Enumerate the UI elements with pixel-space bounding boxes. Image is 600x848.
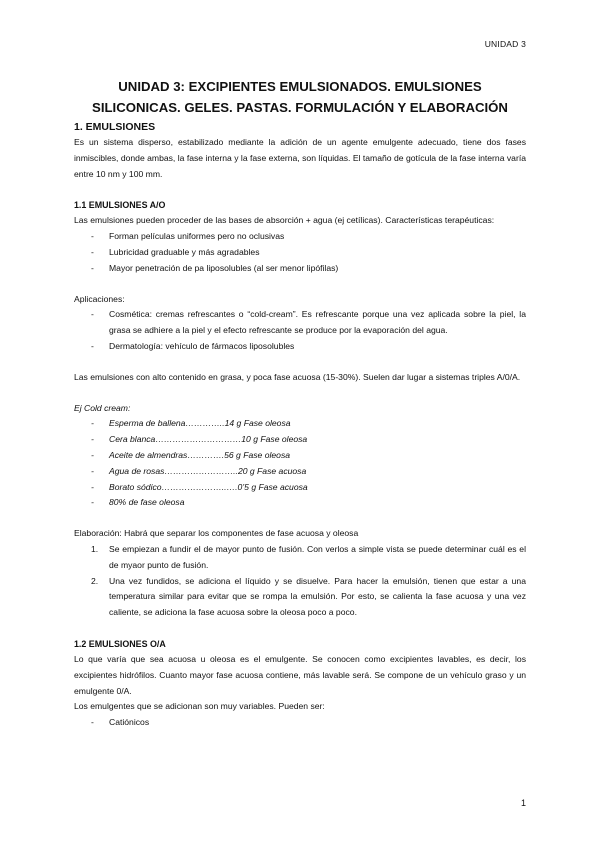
step-number: 1.: [91, 543, 99, 554]
elaboration-steps: [74, 542, 526, 621]
formula-item: - Esperma de ballena…………..14 g Fase oleosa: [74, 416, 526, 432]
section-1-1-intro: Las emulsiones pueden proceder de las bases de absorción + agua (ej cetílicas). Características terapéuticas:: [74, 215, 495, 226]
list-item: - Forman películas uniformes pero no oclusivas: [74, 229, 526, 245]
title-line-2: SILICONICAS. GELES. PASTAS. FORMULACIÓN Y ELABORACIÓN: [92, 100, 508, 115]
emulgent-types-list: [74, 715, 526, 731]
step-item: [74, 542, 526, 574]
page-number: 1: [520, 798, 526, 808]
title-line-1: UNIDAD 3: EXCIPIENTES EMULSIONADOS. EMULSIONES: [118, 79, 482, 94]
step-text: Se empiezan a fundir el de mayor punto de fusión. Con verlos a simple vista se puede determinar cuál es el de myaor punto de fusión.: [109, 543, 526, 570]
step-text: Una vez fundidos, se adiciona el líquido y se disuelve. Para hacer la emulsión, tienen que estar a una temperatura similar para evitar que se rompa la emulsión. Por esto, se calienta la fase acuosa y una vez caliente, se adiciona la fase acuosa sobre la oleosa poco a poco.: [109, 575, 526, 618]
list-item: - Dermatología: vehículo de fármacos liposolubles: [74, 339, 526, 355]
example-label: Ej Cold cream:: [74, 402, 131, 413]
running-header: UNIDAD 3: [484, 39, 526, 49]
formula-item: - Agua de rosas……………………..20 g Fase acuosa: [74, 464, 526, 480]
section-1-2-paragraph: Lo que varía que sea acuosa u oleosa es el emulgente. Se conocen como excipientes lavables, es decir, los excipientes hidrófilos. Cuanto mayor fase acuosa contiene, más lavable será. Se compone de un vehículo graso y un emulgente 0/A.: [74, 653, 526, 696]
formula-item: - Borato sódico…………………..….0’5 g Fase acuosa: [74, 480, 526, 496]
cold-cream-formula-list: [74, 416, 526, 511]
section-1-2-heading: 1.2 EMULSIONES O/A: [74, 638, 166, 649]
step-number: 2.: [91, 575, 99, 586]
step-item: [74, 574, 526, 621]
formula-item: - 80% de fase oleosa: [74, 495, 526, 511]
list-item: - Catiónicos: [74, 715, 526, 731]
formula-item: - Aceite de almendras………….56 g Fase oleosa: [74, 448, 526, 464]
elaboration-intro: Elaboración: Habrá que separar los componentes de fase acuosa y oleosa: [74, 528, 359, 539]
applications-label: Aplicaciones:: [74, 293, 125, 304]
section-1-paragraph: Es un sistema disperso, estabilizado mediante la adición de un agente emulgente adecuado, tiene dos fases inmiscibles, donde ambas, la fase interna y la fase externa, son líquidas. El tamaño de gotícula de la fase interna varía entre 10 nm y 100 mm.: [74, 137, 526, 179]
list-item: - Mayor penetración de pa liposolubles (al ser menor lipófilas): [74, 261, 526, 277]
section-1-1-heading: 1.1 EMULSIONES A/O: [74, 200, 166, 211]
list-item: - Cosmética: cremas refrescantes o “cold-cream”. Es refrescante porque una vez aplicada sobre la piel, la grasa se adhiere a la piel y el efecto refrescante se produce por la evaporación del agua.: [74, 307, 526, 339]
emulgents-intro: Los emulgentes que se adicionan son muy variables. Pueden ser:: [74, 701, 325, 712]
formula-item: - Cera blanca…………………………10 g Fase oleosa: [74, 432, 526, 448]
list-item: - Lubricidad graduable y más agradables: [74, 245, 526, 261]
section-1-heading: 1. EMULSIONES: [74, 121, 156, 133]
document-body: [74, 120, 526, 731]
page-title: [74, 76, 526, 118]
applications-list: [74, 307, 526, 354]
characteristics-list: [74, 229, 526, 276]
fat-content-note: Las emulsiones con alto contenido en grasa, y poca fase acuosa (15-30%). Suelen dar lugar a sistemas triples A/0/A.: [74, 371, 521, 382]
